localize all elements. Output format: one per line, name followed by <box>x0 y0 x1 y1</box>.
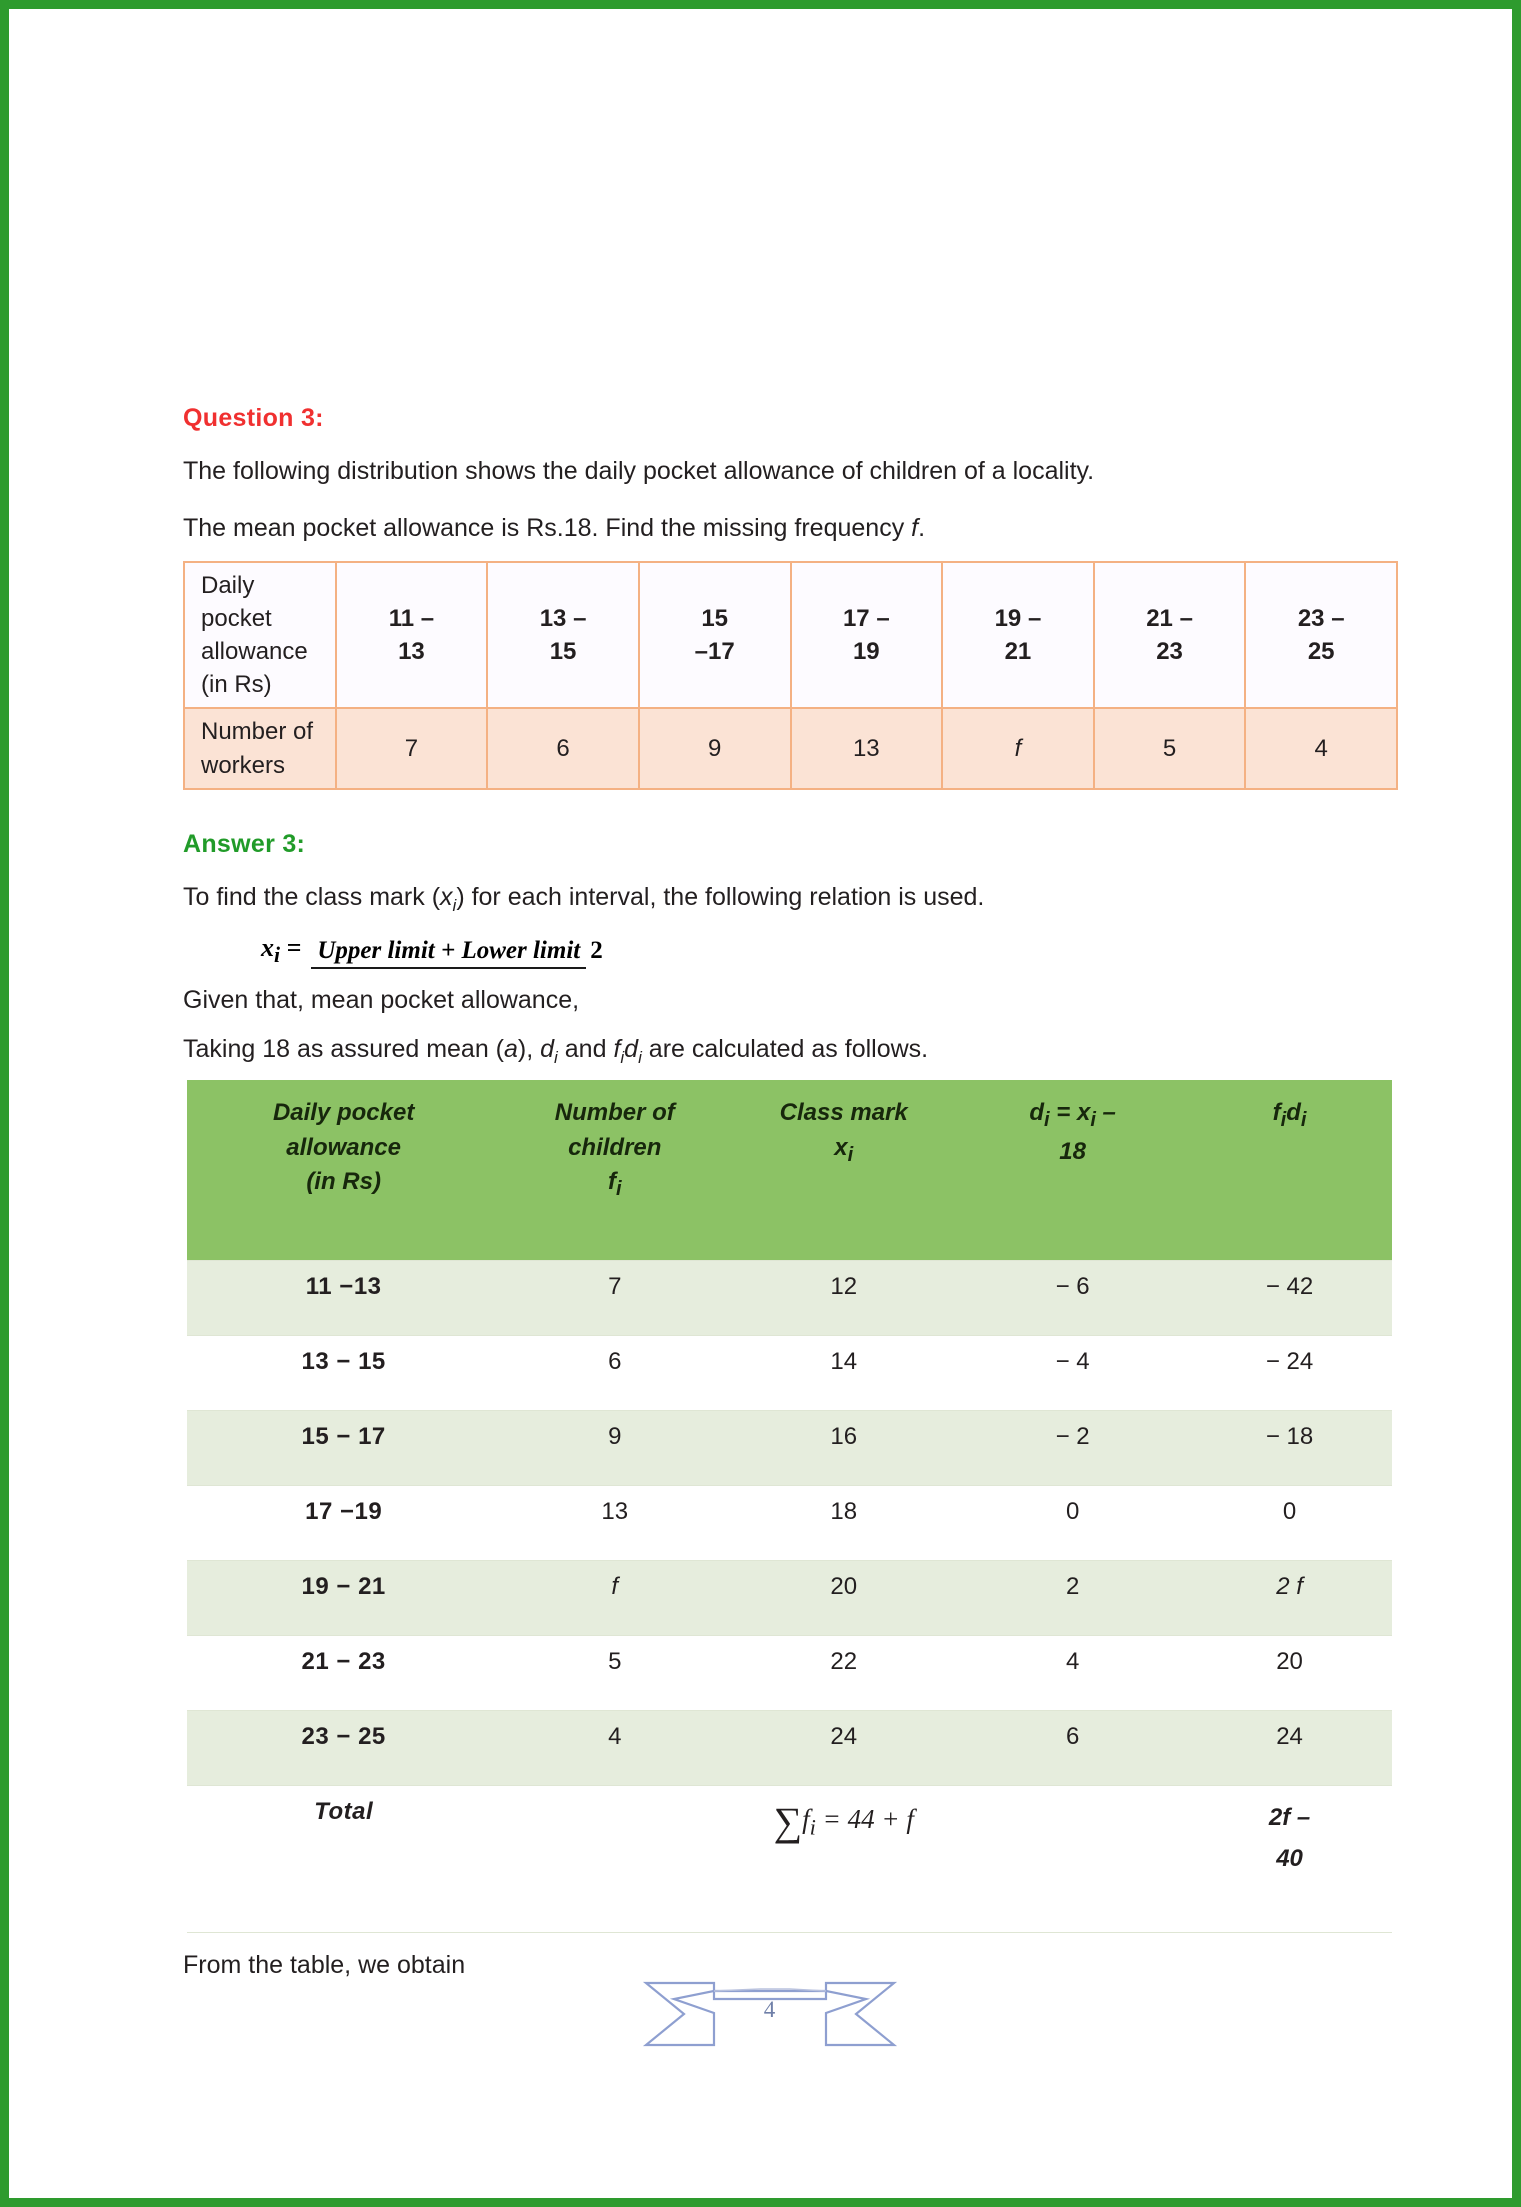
page-content <box>183 404 1398 2006</box>
cell-fi-di: 20 <box>1187 1636 1392 1711</box>
class-bottom: 19 <box>852 638 880 666</box>
cell-interval: 13 − 15 <box>187 1336 500 1411</box>
calculation-table <box>187 1080 1392 1933</box>
total-fidi-line-1: 2f – <box>1268 1804 1311 1832</box>
class-top: 23 – <box>1297 605 1345 633</box>
cell-interval: 15 − 17 <box>187 1411 500 1486</box>
table1-row-label-allowance <box>184 562 336 708</box>
distribution-table <box>183 561 1398 790</box>
cell-class-mark: 24 <box>729 1711 958 1786</box>
cell-fi-di: 0 <box>1187 1486 1392 1561</box>
class-top: 11 – <box>388 605 435 633</box>
table-row <box>187 1486 1392 1561</box>
answer-intro-variable: x <box>440 882 453 911</box>
header-class-mark <box>729 1080 958 1261</box>
answer-intro-subscript: i <box>452 895 457 915</box>
question-line-2-variable: f <box>911 514 919 542</box>
cell-fi-di: − 42 <box>1187 1261 1392 1336</box>
table1-class-cell-2 <box>639 562 791 708</box>
cell-class-mark: 22 <box>729 1636 958 1711</box>
class-top: 21 – <box>1146 605 1193 633</box>
header-equals-x: = x <box>1049 1098 1091 1126</box>
header-line-2: children <box>568 1133 662 1161</box>
formula-denominator: 2 <box>590 936 603 964</box>
cell-sum-of-frequencies <box>500 1786 1187 1933</box>
cell-total-label: Total <box>187 1786 500 1933</box>
page-footer <box>9 1939 1521 2089</box>
class-bottom: 13 <box>398 638 425 666</box>
table1-class-cell-1 <box>487 562 639 708</box>
table-row <box>187 1261 1392 1336</box>
taking-pre: Taking 18 as assured mean ( <box>183 1035 505 1064</box>
class-bottom: 23 <box>1156 638 1183 666</box>
header-line-2: x <box>834 1133 848 1161</box>
question-line-2-post: . <box>918 514 926 542</box>
answer-intro-line <box>183 881 1398 917</box>
cell-frequency: 4 <box>500 1711 729 1786</box>
header-fi-di <box>1187 1080 1392 1261</box>
formula-fraction <box>311 937 602 965</box>
cell-frequency: 7 <box>500 1261 729 1336</box>
cell-interval: 21 − 23 <box>187 1636 500 1711</box>
table1-freq-cell-2: 9 <box>639 708 791 788</box>
table1-class-cell-5 <box>1094 562 1246 708</box>
missing-frequency-symbol: f <box>611 1573 619 1601</box>
answer-intro-post: ) for each interval, the following relation is used. <box>456 882 985 911</box>
calculation-table-header-row <box>187 1080 1392 1261</box>
class-top: 13 – <box>539 605 587 633</box>
table-row <box>187 1636 1392 1711</box>
header-daily-pocket-allowance <box>187 1080 500 1261</box>
cell-total-fi-di <box>1187 1786 1392 1933</box>
table1-class-cell-0 <box>336 562 488 708</box>
class-bottom: –17 <box>694 638 735 666</box>
deviation-symbol: d <box>540 1035 555 1064</box>
cell-interval: 19 − 21 <box>187 1561 500 1636</box>
cell-class-mark: 16 <box>729 1411 958 1486</box>
taking-post: are calculated as follows. <box>641 1035 929 1064</box>
cell-interval: 11 −13 <box>187 1261 500 1336</box>
cell-fi-di: − 18 <box>1187 1411 1392 1486</box>
header-line-1: Number of <box>554 1098 675 1126</box>
question-line-2 <box>183 512 1398 545</box>
table1-class-cell-6 <box>1245 562 1397 708</box>
cell-class-mark: 14 <box>729 1336 958 1411</box>
summation-icon: ∑ <box>773 1799 803 1845</box>
sum-variable: f <box>802 1804 810 1835</box>
class-top: 17 – <box>842 605 890 633</box>
formula-numerator: Upper limit + Lower limit <box>311 937 586 969</box>
header-line-2-sub: i <box>847 1143 854 1166</box>
table-row-frequencies <box>184 708 1397 788</box>
header-x-sub: i <box>1090 1108 1096 1131</box>
table-row <box>187 1711 1392 1786</box>
header-line-3-sub: i <box>615 1178 622 1201</box>
frequency-symbol: f <box>613 1035 621 1064</box>
cell-fi-di: − 24 <box>1187 1336 1392 1411</box>
cell-frequency: 6 <box>500 1336 729 1411</box>
answer-intro-pre: To find the class mark ( <box>183 882 441 911</box>
header-line-3: f <box>607 1168 616 1196</box>
header-line-1: Daily pocket <box>272 1098 415 1126</box>
cell-class-mark: 18 <box>729 1486 958 1561</box>
cell-frequency: 9 <box>500 1411 729 1486</box>
cell-class-mark: 20 <box>729 1561 958 1636</box>
table1-freq-cell-0: 7 <box>336 708 488 788</box>
sum-expression: = 44 + f <box>815 1804 914 1835</box>
table1-freq-cell-3: 13 <box>791 708 943 788</box>
assumed-mean-symbol: a <box>504 1035 518 1064</box>
page-number: 4 <box>763 1997 776 2022</box>
table1-class-cell-3 <box>791 562 943 708</box>
table1-label-line1: Daily pocket allowance <box>201 572 308 666</box>
table1-class-cell-4 <box>942 562 1094 708</box>
header-d-sub: i <box>1044 1108 1050 1131</box>
sum-subscript: i <box>809 1814 816 1840</box>
header-d-sub: i <box>1300 1108 1307 1131</box>
total-fidi-line-2: 40 <box>1276 1844 1303 1872</box>
header-d-symbol: d <box>1286 1098 1301 1126</box>
deviation-symbol-2: d <box>624 1035 639 1064</box>
cell-deviation: 0 <box>958 1486 1187 1561</box>
header-line-2: 18 <box>1059 1137 1086 1165</box>
taking-mid-2: and <box>557 1035 614 1064</box>
table-row-total <box>187 1786 1392 1933</box>
class-top: 19 – <box>994 605 1042 633</box>
question-line-2-pre: The mean pocket allowance is Rs.18. Find the missing frequency <box>183 514 912 542</box>
cell-deviation: − 4 <box>958 1336 1187 1411</box>
cell-deviation: − 6 <box>958 1261 1187 1336</box>
table-row-class-intervals <box>184 562 1397 708</box>
header-line-2: allowance <box>286 1133 401 1161</box>
cell-frequency: 5 <box>500 1636 729 1711</box>
cell-deviation: 4 <box>958 1636 1187 1711</box>
table1-freq-cell-6: 4 <box>1245 708 1397 788</box>
table1-label-line2: (in Rs) <box>201 671 272 699</box>
table-row <box>187 1561 1392 1636</box>
fi-di-expression: 2 f <box>1276 1573 1303 1601</box>
table1-row-label-workers: Number of workers <box>184 708 336 788</box>
formula-equals-sign: = <box>286 933 302 963</box>
header-minus: – <box>1095 1098 1116 1126</box>
question-line-1: The following distribution shows the daily pocket allowance of children of a locality. <box>183 457 1095 485</box>
table1-freq-cell-1: 6 <box>487 708 639 788</box>
cell-class-mark: 12 <box>729 1261 958 1336</box>
class-bottom: 21 <box>1004 638 1032 666</box>
class-mark-formula <box>261 933 1398 968</box>
class-top: 15 <box>701 605 729 633</box>
cell-frequency: 13 <box>500 1486 729 1561</box>
header-number-of-children <box>500 1080 729 1261</box>
from-the-table-line: From the table, we obtain <box>183 1950 466 1979</box>
missing-frequency-symbol: f <box>1014 734 1022 762</box>
cell-fi-di: 24 <box>1187 1711 1392 1786</box>
cell-deviation: 6 <box>958 1711 1187 1786</box>
formula-subscript: i <box>274 943 281 968</box>
cell-deviation: 2 <box>958 1561 1187 1636</box>
header-deviation <box>958 1080 1187 1261</box>
table1-freq-cell-5: 5 <box>1094 708 1246 788</box>
table1-freq-cell-4 <box>942 708 1094 788</box>
header-line-1: Class mark <box>779 1098 908 1126</box>
given-that-line: Given that, mean pocket allowance, <box>183 986 580 1015</box>
cell-fi-di <box>1187 1561 1392 1636</box>
cell-frequency <box>500 1561 729 1636</box>
cell-interval: 17 −19 <box>187 1486 500 1561</box>
answer-heading: Answer 3: <box>183 829 306 858</box>
taking-assumed-mean-line <box>183 1033 1398 1069</box>
cell-interval: 23 − 25 <box>187 1711 500 1786</box>
header-f-sub: i <box>1280 1108 1287 1131</box>
cell-deviation: − 2 <box>958 1411 1187 1486</box>
taking-mid-1: ), <box>517 1035 541 1064</box>
deviation-subscript-2: i <box>638 1048 642 1068</box>
class-bottom: 25 <box>1307 638 1335 666</box>
question-heading: Question 3: <box>183 404 324 432</box>
header-d-symbol: d <box>1029 1098 1045 1126</box>
formula-left-hand-side <box>261 933 301 968</box>
table-row <box>187 1411 1392 1486</box>
header-line-3: (in Rs) <box>306 1168 381 1196</box>
formula-variable: x <box>261 933 274 963</box>
table-row <box>187 1336 1392 1411</box>
class-bottom: 15 <box>549 638 577 666</box>
header-f-symbol: f <box>1272 1098 1281 1126</box>
deviation-subscript: i <box>554 1048 558 1068</box>
frequency-subscript: i <box>620 1048 625 1068</box>
